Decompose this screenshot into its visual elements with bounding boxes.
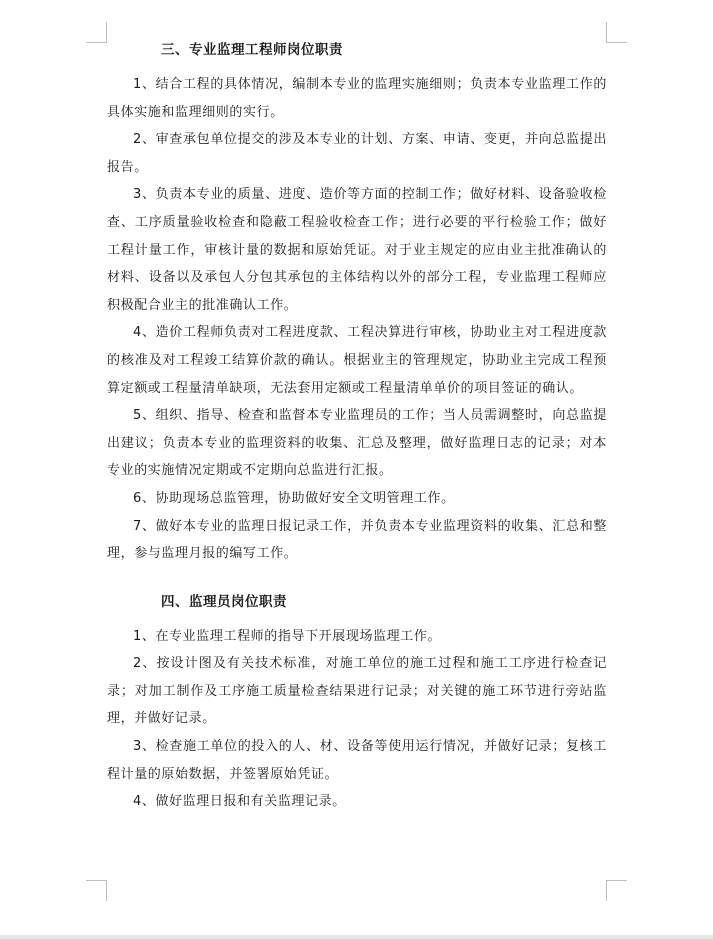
spacer xyxy=(107,64,607,71)
paragraph: 2、按设计图及有关技术标准，对施工单位的施工过程和施工工序进行检查记录；对加工制作及工序施工质量检查结果进行记录；对关键的施工环节进行旁站监理，并做好记录。 xyxy=(107,656,607,727)
paragraph: 1、结合工程的具体情况，编制本专业的监理实施细则；负责本专业监理工作的具体实施和监理细则的实行。 xyxy=(107,77,607,120)
paragraph: 6、协助现场总监管理，协助做好安全文明管理工作。 xyxy=(133,490,455,506)
section-heading: 四、监理员岗位职责 xyxy=(161,593,287,610)
crop-mark-top-left xyxy=(86,22,107,43)
document-body xyxy=(107,36,607,816)
paragraph: 3、检查施工单位的投入的人、材、设备等使用运行情况，并做好记录；复核工程计量的原始数据，并签署原始凭证。 xyxy=(107,739,607,782)
paragraph: 2、审查承包单位提交的涉及本专业的计划、方案、申请、变更，并向总监提出报告。 xyxy=(107,132,607,175)
crop-mark-bottom-right xyxy=(606,880,627,901)
spacer xyxy=(107,616,607,623)
crop-mark-top-right xyxy=(606,22,627,43)
paragraph: 7、做好本专业的监理日报记录工作，并负责本专业监理资料的收集、汇总和整理，参与监理月报的编写工作。 xyxy=(107,518,607,562)
paragraph: 1、在专业监理工程师的指导下开展现场监理工作。 xyxy=(133,628,442,644)
page-bottom-edge xyxy=(0,935,713,939)
paragraph: 3、负责本专业的质量、进度、造价等方面的控制工作；做好材料、设备验收检查、工序质量验收检查和隐蔽工程验收检查工作；进行必要的平行检验工作；做好工程计量工作，审核计量的数据和原始凭证。对于业主规定的应由业主批准确认的材料、设备以及承包人分包其承包的主体结构以外的部分工程，专业监理工程师应积极配合业主的批准确认工作。 xyxy=(107,187,607,313)
paragraph: 4、造价工程师负责对工程进度款、工程决算进行审核，协助业主对工程进度款的核准及对工程竣工结算价款的确认。根据业主的管理规定，协助业主完成工程预算定额或工程量清单缺项，无法套用定额或工程量清单单价的项目签证的确认。 xyxy=(107,325,607,396)
paragraph: 5、组织、指导、检查和监督本专业监理员的工作；当人员需调整时，向总监提出建议；负责本专业的监理资料的收集、汇总及整理，做好监理日志的记录；对本专业的实施情况定期或不定期向总监进行汇报。 xyxy=(107,408,607,479)
paragraph: 4、做好监理日报和有关监理记录。 xyxy=(133,794,346,810)
section-heading: 三、专业监理工程师岗位职责 xyxy=(161,42,343,58)
crop-mark-bottom-left xyxy=(86,880,107,901)
